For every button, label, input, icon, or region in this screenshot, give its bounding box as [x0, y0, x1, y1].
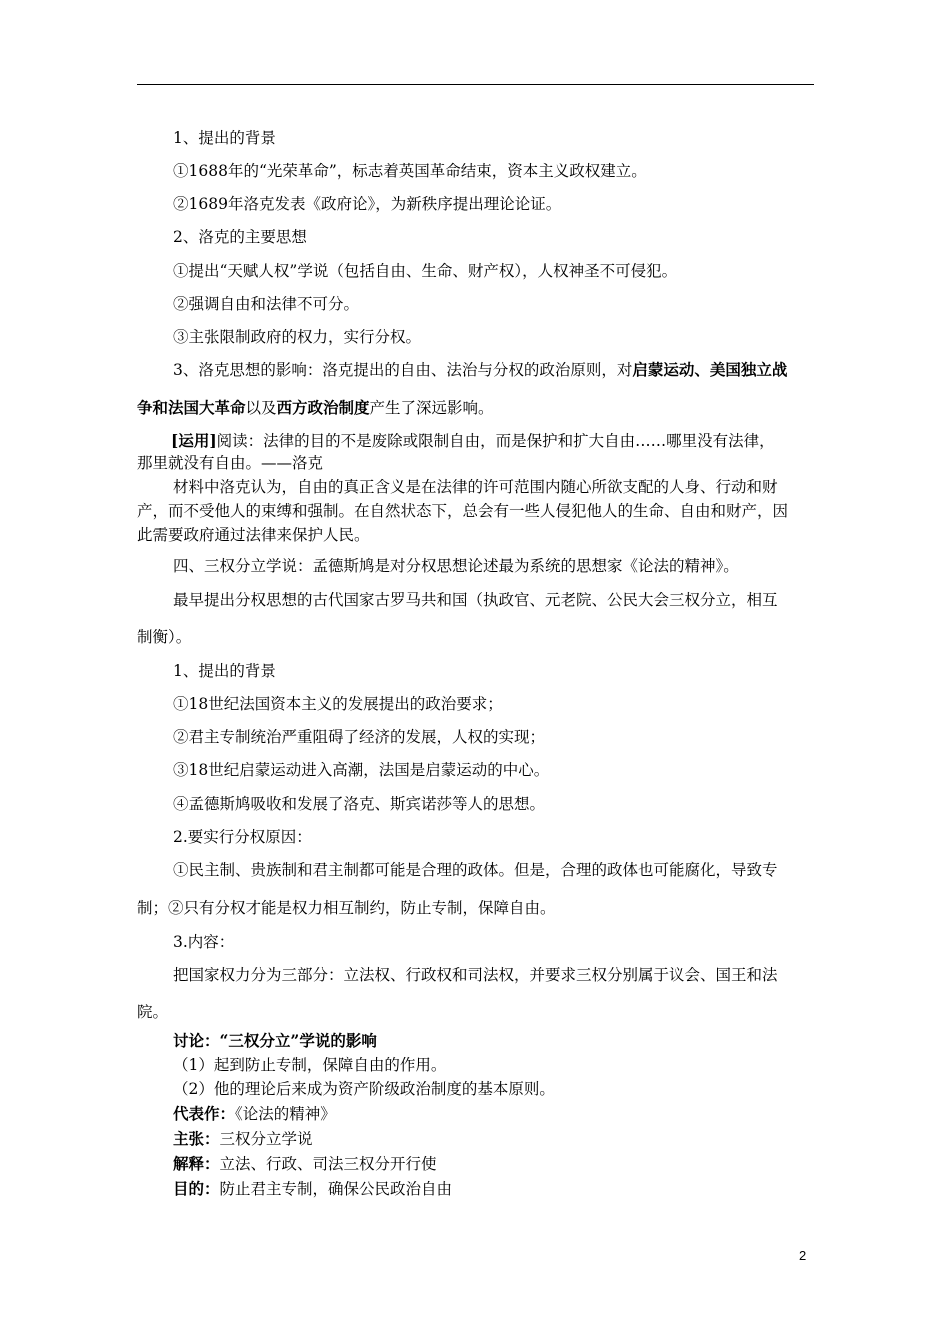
text: ②强调自由和法律不可分。 [173, 295, 360, 313]
text: 1、提出的背景 [173, 662, 276, 680]
text: 最早提出分权思想的古代国家古罗马共和国（执政官、元老院、公民大会三权分立，相互 [173, 591, 778, 609]
bold-term: 解释： [173, 1154, 220, 1173]
summary-purpose [137, 1179, 853, 1199]
text: 3、洛克思想的影响：洛克提出的自由、法治与分权的政治原则，对 [173, 361, 633, 379]
paragraph [137, 727, 853, 747]
text: 此需要政府通过法律来保护人民。 [137, 526, 370, 544]
heading-locke-ideas [137, 227, 853, 247]
text: 三权分立学说 [219, 1130, 313, 1148]
text: 把国家权力分为三部分：立法权、行政权和司法权，并要求三权分别属于议会、国王和法 [173, 966, 778, 984]
text: 产，而不受他人的束缚和强制。在自然状态下，总会有一些人侵犯他人的生命、自由和财产，因 [137, 502, 789, 520]
text: ③主张限制政府的权力，实行分权。 [173, 328, 422, 346]
text: 四、三权分立学说：孟德斯鸠是对分权思想论述最为系统的思想家《论法的精神》。 [173, 557, 739, 575]
bold-term: 目的： [173, 1179, 220, 1198]
heading-discussion [137, 1031, 853, 1051]
paragraph [137, 1079, 853, 1099]
heading-separation-of-powers [137, 556, 853, 576]
heading-locke-background [137, 128, 853, 148]
paragraph [137, 794, 853, 814]
text: 2.要实行分权原因： [173, 828, 312, 846]
bold-term: [运用] [171, 431, 217, 450]
text: 立法、行政、司法三权分开行使 [219, 1155, 437, 1173]
text: 3.内容： [173, 933, 235, 951]
paragraph [137, 590, 853, 610]
text: 《论法的精神》 [235, 1105, 336, 1123]
heading-locke-influence [137, 360, 853, 380]
text: ①民主制、贵族制和君主制都可能是合理的政体。但是，合理的政体也可能腐化，导致专 [173, 861, 778, 879]
text: ②1689年洛克发表《政府论》，为新秩序提出理论论证。 [173, 195, 562, 213]
paragraph [137, 453, 817, 473]
paragraph [137, 294, 853, 314]
text: 阅读：法律的目的不是废除或限制自由，而是保护和扩大自由……哪里没有法律， [216, 432, 775, 450]
paragraph [137, 477, 853, 497]
text: ①18世纪法国资本主义的发展提出的政治要求； [173, 695, 503, 713]
paragraph [137, 760, 853, 780]
text: 材料中洛克认为，自由的真正含义是在法律的许可范围内随心所欲支配的人身、行动和财 [173, 478, 778, 496]
text: 以及 [245, 399, 277, 417]
bold-term: 主张： [173, 1129, 220, 1148]
paragraph [137, 161, 853, 181]
text: ①1688年的“光荣革命”，标志着英国革命结束，资本主义政权建立。 [173, 162, 647, 180]
paragraph [137, 525, 817, 545]
summary-masterpiece [137, 1104, 853, 1124]
heading-content [137, 932, 853, 952]
bold-term: 西方政治制度 [276, 398, 370, 417]
bold-term: 讨论：“三权分立”学说的影响 [173, 1031, 377, 1050]
bold-term: 代表作： [173, 1104, 236, 1123]
paragraph [137, 1002, 817, 1022]
text: 2、洛克的主要思想 [173, 228, 307, 246]
text: 院。 [137, 1003, 169, 1021]
paragraph [137, 1055, 853, 1075]
bold-term: 争和法国大革命 [137, 398, 246, 417]
text: 制衡）。 [137, 628, 192, 646]
page-number: 2 [799, 1248, 807, 1263]
header-rule [137, 84, 814, 85]
paragraph [137, 694, 853, 714]
text: 1、提出的背景 [173, 129, 276, 147]
bold-term: 美国独立战 [709, 360, 788, 379]
heading-montesquieu-background [137, 661, 853, 681]
text: ②君主专制统治严重阻碍了经济的发展，人权的实现； [173, 728, 546, 746]
summary-explanation [137, 1154, 853, 1174]
paragraph [137, 627, 817, 647]
application-label [137, 431, 851, 451]
bold-term: 、 [694, 360, 710, 379]
text: 那里就没有自由。——洛克 [137, 454, 324, 472]
paragraph [137, 860, 853, 880]
text: ③18世纪启蒙运动进入高潮，法国是启蒙运动的中心。 [173, 761, 550, 779]
paragraph [137, 261, 853, 281]
text: 防止君主专制，确保公民政治自由 [219, 1180, 453, 1198]
text: ①提出“天赋人权”学说（包括自由、生命、财产权），人权神圣不可侵犯。 [173, 262, 678, 280]
text: ④孟德斯鸠吸收和发展了洛克、斯宾诺莎等人的思想。 [173, 795, 546, 813]
text: （2）他的理论后来成为资产阶级政治制度的基本原则。 [173, 1080, 555, 1098]
summary-claim [137, 1129, 853, 1149]
paragraph [137, 501, 817, 521]
text: 产生了深远影响。 [369, 399, 494, 417]
text: 制；②只有分权才能是权力相互制约，防止专制，保障自由。 [137, 899, 556, 917]
paragraph [137, 898, 817, 918]
paragraph [137, 398, 817, 418]
paragraph [137, 194, 853, 214]
bold-term: 启蒙运动 [632, 360, 695, 379]
text: （1）起到防止专制，保障自由的作用。 [173, 1056, 447, 1074]
paragraph [137, 965, 853, 985]
heading-separation-reasons [137, 827, 853, 847]
paragraph [137, 327, 853, 347]
